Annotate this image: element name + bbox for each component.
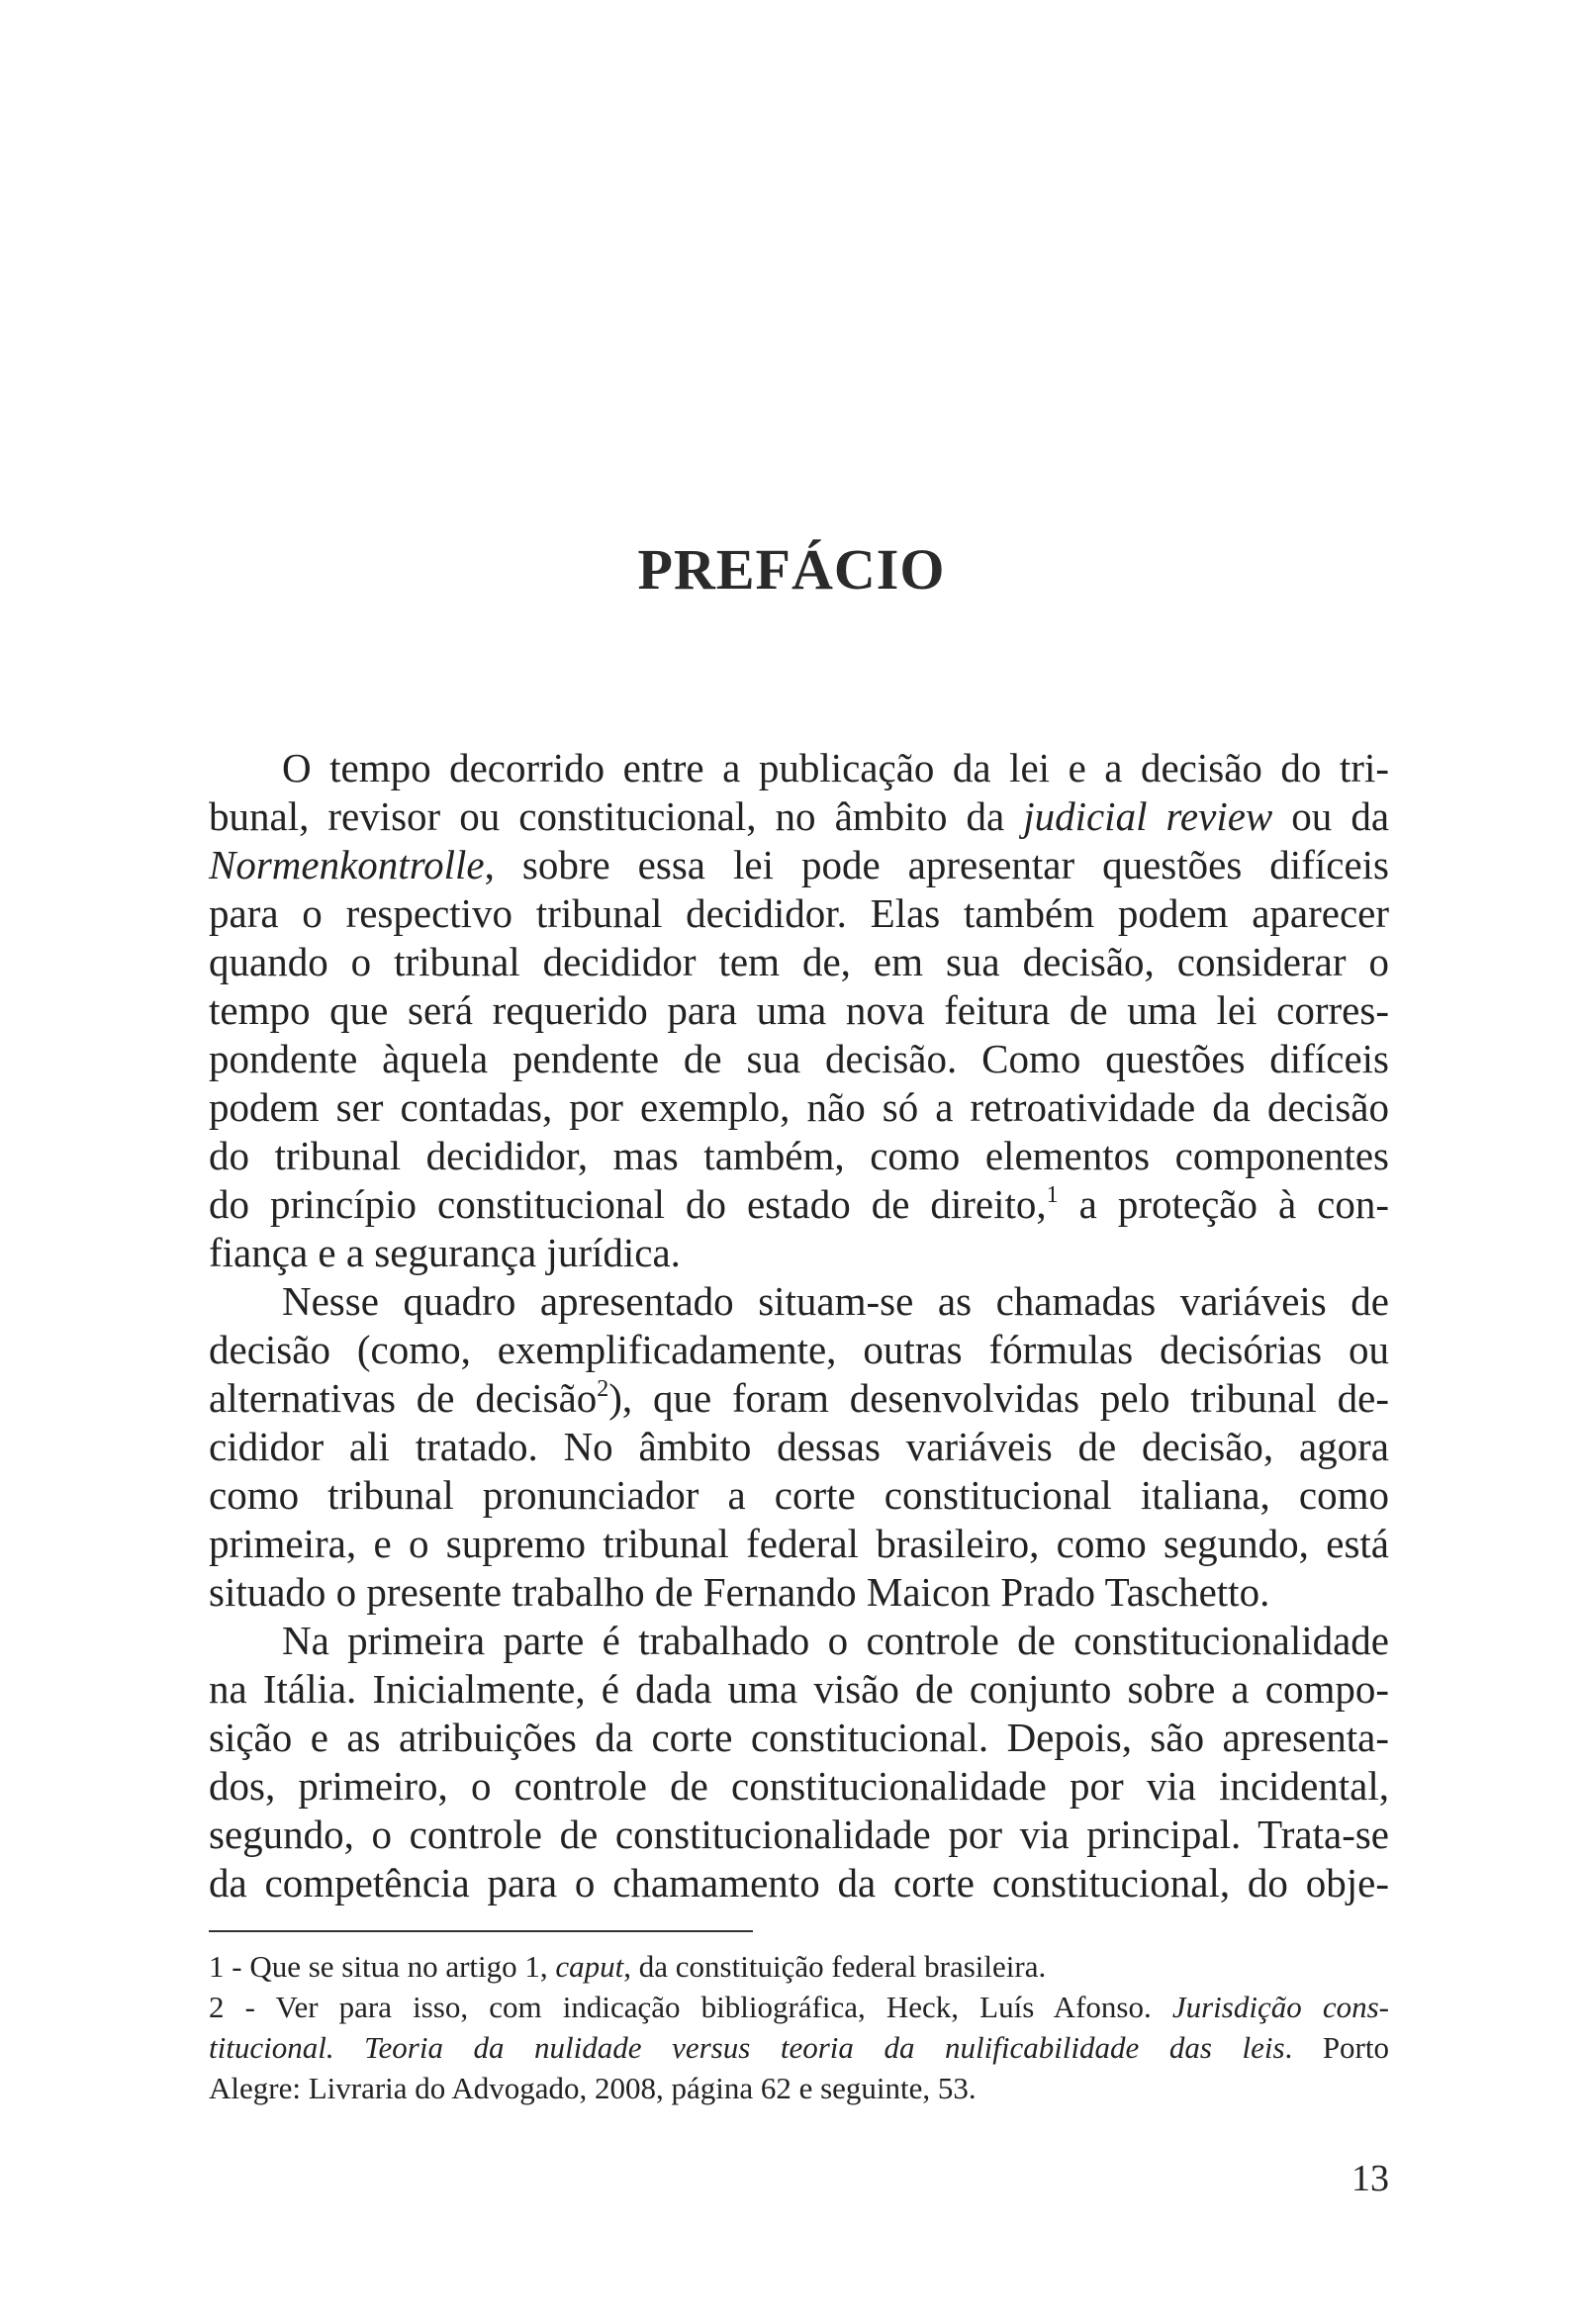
paragraph-1-line: Normenkontrolle, sobre essa lei pode apresentar questões difíceis	[209, 842, 1389, 887]
page-number: 13	[1351, 2158, 1389, 2199]
italic-term: judicial review	[1023, 793, 1273, 839]
paragraph-2-line: como tribunal pronunciador a corte constitucional italiana, como	[209, 1472, 1389, 1518]
paragraph-1-line: tempo que será requerido para uma nova feitura de uma lei corres-	[209, 987, 1389, 1033]
paragraph-2-line: alternativas de decisão$^2$), que foram desenvolvidas pelo tribunal de-	[209, 1375, 1389, 1421]
paragraph-2-line: Nesse quadro apresentado situam-se as chamadas variáveis de	[282, 1278, 1389, 1324]
paragraph-3-line: segundo, o controle de constitucionalidade por via principal. Trata-se	[209, 1812, 1389, 1857]
footnote-2-line: 2 - Ver para isso, com indicação bibliográfica, Heck, Luís Afonso. Jurisdição cons-	[209, 1990, 1389, 2024]
page-title: PREFÁCIO	[637, 537, 946, 602]
paragraph-1-line: fiança e a segurança jurídica.	[209, 1230, 681, 1275]
paragraph-3-line: dos, primeiro, o controle de constitucionalidade por via incidental,	[209, 1763, 1389, 1809]
paragraph-1-line: pondente àquela pendente de sua decisão. Como questões difíceis	[209, 1036, 1389, 1081]
paragraph-1-line: podem ser contadas, por exemplo, não só a retroatividade da decisão	[209, 1084, 1389, 1130]
paragraph-1-line: do princípio constitucional do estado de direito,$^1$ a proteção à con-	[209, 1181, 1389, 1227]
footnote-2-line: Alegre: Livraria do Advogado, 2008, página 62 e seguinte, 53.	[209, 2071, 977, 2105]
paragraph-2-line: primeira, e o supremo tribunal federal brasileiro, como segundo, está	[209, 1521, 1389, 1566]
paragraph-2-line: situado o presente trabalho de Fernando Maicon Prado Taschetto.	[209, 1569, 1270, 1615]
footnote-divider	[209, 1930, 753, 1932]
paragraph-1-line: do tribunal decididor, mas também, como elementos componentes	[209, 1133, 1389, 1178]
footnote-ref-2: 2	[597, 1376, 609, 1402]
paragraph-1-line: quando o tribunal decididor tem de, em sua decisão, considerar o	[209, 939, 1389, 984]
paragraph-3-line: da competência para o chamamento da corte constitucional, do obje-	[209, 1860, 1389, 1906]
paragraph-2-line: decisão (como, exemplificadamente, outras fórmulas decisórias ou	[209, 1327, 1389, 1372]
paragraph-2-line: cididor ali tratado. No âmbito dessas variáveis de decisão, agora	[209, 1424, 1389, 1469]
paragraph-3-line: sição e as atribuições da corte constitucional. Depois, são apresenta-	[209, 1715, 1389, 1760]
italic-term: Normenkontrolle	[209, 842, 485, 887]
paragraph-1-line: bunal, revisor ou constitucional, no âmbito da judicial review ou da	[209, 793, 1390, 839]
paragraph-1-line: para o respectivo tribunal decididor. Elas também podem aparecer	[209, 890, 1389, 936]
footnote-ref-1: 1	[1046, 1182, 1059, 1208]
body-text	[209, 744, 1389, 1907]
paragraph-1-line: O tempo decorrido entre a publicação da lei e a decisão do tri-	[282, 745, 1389, 790]
paragraph-3-line: Na primeira parte é trabalhado o controle de constitucionalidade	[282, 1618, 1389, 1663]
footnote-1: 1 - Que se situa no artigo 1, caput, da constituição federal brasileira.	[209, 1949, 1047, 1984]
footnote-2-line: titucional. Teoria da nulidade versus teoria da nulificabilidade das leis. Porto	[209, 2030, 1389, 2065]
footnotes	[209, 1946, 1389, 2108]
paragraph-3-line: na Itália. Inicialmente, é dada uma visão de conjunto sobre a compo-	[209, 1666, 1389, 1712]
